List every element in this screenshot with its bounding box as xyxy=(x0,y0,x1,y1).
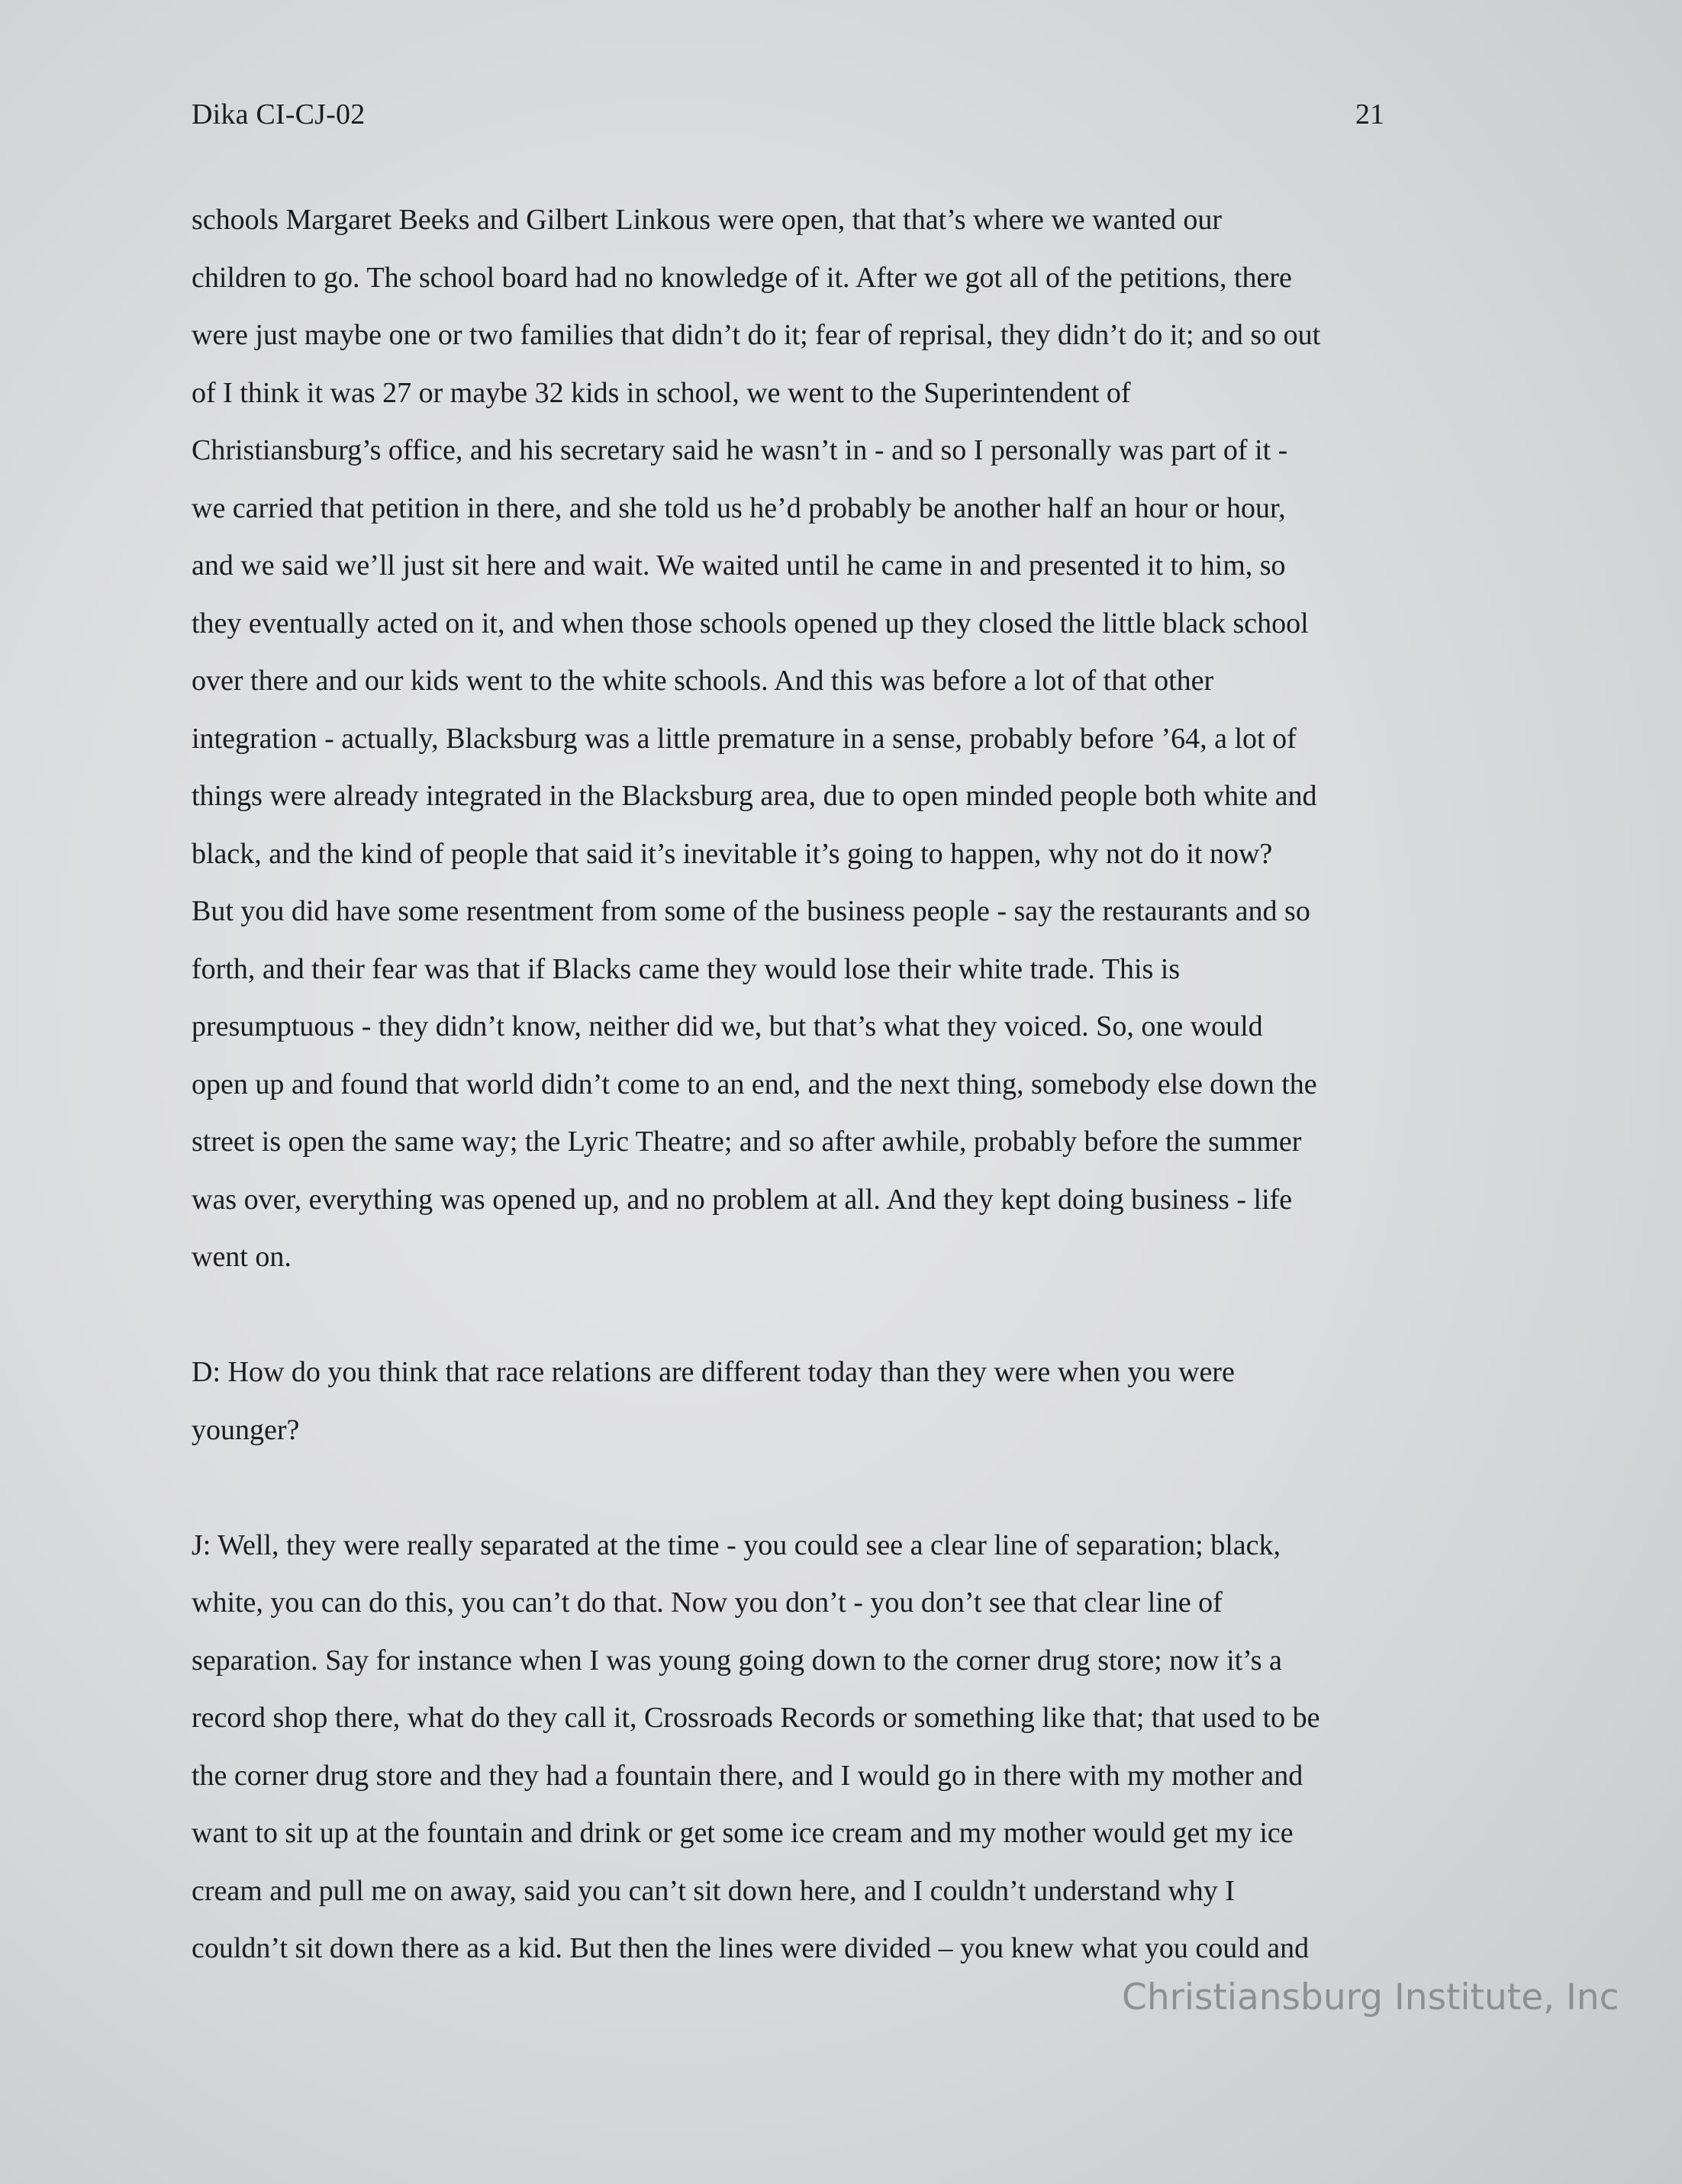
watermark: Christiansburg Institute, Inc xyxy=(1122,1976,1619,2018)
text-line: open up and found that world didn’t come to an end, and the next thing, somebody else down the xyxy=(192,1068,1317,1100)
paragraph xyxy=(192,192,1504,1287)
text-line: want to sit up at the fountain and drink or get some ice cream and my mother would get my ice xyxy=(192,1817,1294,1849)
text-line: they eventually acted on it, and when those schools opened up they closed the little black school xyxy=(192,607,1309,639)
page-number: 21 xyxy=(1355,98,1384,130)
text-line: forth, and their fear was that if Blacks came they would lose their white trade. This is xyxy=(192,952,1181,985)
paragraph-spacer xyxy=(192,1459,1504,1517)
text-line: and we said we’ll just sit here and wait. We waited until he came in and presented it to him, so xyxy=(192,549,1286,581)
transcript-body xyxy=(192,192,1504,1978)
text-line: couldn’t sit down there as a kid. But then the lines were divided – you knew what you could and xyxy=(192,1932,1310,1964)
document-id: Dika CI-CJ-02 xyxy=(192,98,366,130)
paragraph-spacer xyxy=(192,1287,1504,1345)
text-line: presumptuous - they didn’t know, neither did we, but that’s what they voiced. So, one would xyxy=(192,1010,1263,1042)
text-line: street is open the same way; the Lyric Theatre; and so after awhile, probably before the summer xyxy=(192,1126,1302,1158)
text-line: black, and the kind of people that said it’s inevitable it’s going to happen, why not do it now? xyxy=(192,837,1273,870)
text-line: cream and pull me on away, said you can’t sit down here, and I couldn’t understand why I xyxy=(192,1874,1235,1907)
text-line: of I think it was 27 or maybe 32 kids in school, we went to the Superintendent of xyxy=(192,376,1131,409)
text-line: things were already integrated in the Blacksburg area, due to open minded people both white and xyxy=(192,780,1317,812)
text-line: But you did have some resentment from some of the business people - say the restaurants and so xyxy=(192,895,1310,927)
text-line: the corner drug store and they had a fountain there, and I would go in there with my mother and xyxy=(192,1759,1303,1792)
text-line: younger? xyxy=(192,1413,300,1446)
text-line: over there and our kids went to the white schools. And this was before a lot of that other xyxy=(192,665,1214,697)
text-line: we carried that petition in there, and she told us he’d probably be another half an hour or hour, xyxy=(192,491,1286,524)
paragraph xyxy=(192,1517,1504,1978)
text-line: D: How do you think that race relations are different today than they were when you were xyxy=(192,1356,1235,1388)
text-line: children to go. The school board had no knowledge of it. After we got all of the petitions, there xyxy=(192,261,1292,294)
text-line: integration - actually, Blacksburg was a little premature in a sense, probably before ’64, a lot of xyxy=(192,722,1297,755)
paragraph xyxy=(192,1344,1504,1459)
text-line: was over, everything was opened up, and no problem at all. And they kept doing business - life xyxy=(192,1183,1293,1216)
text-line: J: Well, they were really separated at the time - you could see a clear line of separation; black, xyxy=(192,1528,1281,1561)
text-line: were just maybe one or two families that didn’t do it; fear of reprisal, they didn’t do it; and so out xyxy=(192,319,1321,351)
text-line: Christiansburg’s office, and his secretary said he wasn’t in - and so I personally was part of it - xyxy=(192,434,1288,466)
text-line: separation. Say for instance when I was young going down to the corner drug store; now it’s a xyxy=(192,1644,1282,1677)
text-line: record shop there, what do they call it, Crossroads Records or something like that; that used to be xyxy=(192,1702,1320,1734)
text-line: schools Margaret Beeks and Gilbert Linkous were open, that that’s where we wanted our xyxy=(192,204,1223,236)
text-line: white, you can do this, you can’t do that. Now you don’t - you don’t see that clear line of xyxy=(192,1586,1223,1619)
text-line: went on. xyxy=(192,1241,292,1273)
